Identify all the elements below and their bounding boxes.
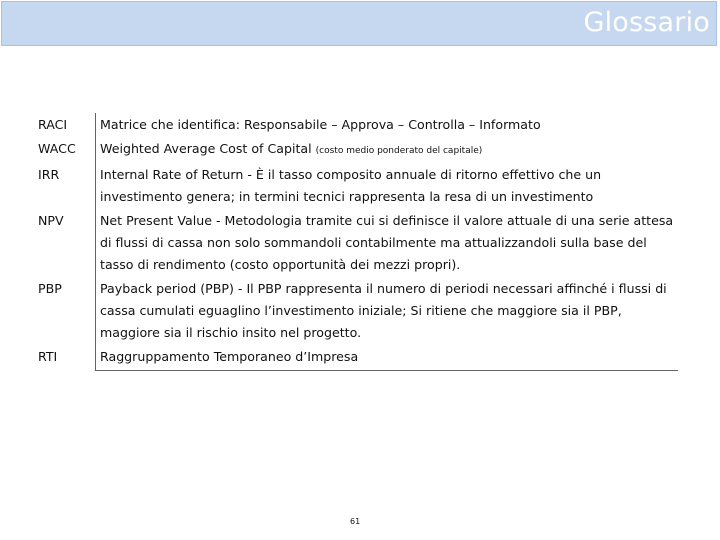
glossary-row-irr (32, 163, 678, 209)
glossary-row-wacc (32, 137, 678, 163)
page-title: Glossario (583, 7, 710, 38)
glossary-table (32, 113, 678, 371)
glossary-definition (96, 277, 679, 345)
glossary-row-rti (32, 345, 678, 371)
glossary-definition (96, 209, 679, 277)
glossary-definition-text: Payback period (PBP) - Il PBP rappresenta il numero di periodi necessari affinché i flussi di cassa cumulati eguaglino l’investimento iniziale; Si ritiene che maggiore sia il PBP, maggiore sia il rischio insito nel progetto. (100, 281, 667, 340)
glossary-term: WACC (38, 141, 76, 156)
glossary-row-pbp (32, 277, 678, 345)
glossary-definition (96, 345, 679, 371)
glossary-definition (96, 113, 679, 137)
glossary-term: PBP (38, 281, 62, 296)
glossary-term: RACI (38, 117, 68, 132)
glossary-row-npv (32, 209, 678, 277)
glossary-term: RTI (38, 349, 58, 364)
glossary-definition (96, 137, 679, 163)
glossary-row-raci (32, 113, 678, 137)
glossary-definition-text: Internal Rate of Return - È il tasso composito annuale di ritorno effettivo che un investimento genera; in termini tecnici rappresenta la resa di un investimento (100, 167, 602, 204)
glossary-definition-text: Weighted Average Cost of Capital (100, 141, 316, 156)
page-number: 61 (350, 517, 361, 526)
glossary-term: IRR (38, 167, 60, 182)
glossary-definition (96, 163, 679, 209)
glossary-definition-text: Matrice che identifica: Responsabile – Approva – Controlla – Informato (100, 117, 541, 132)
glossary-term: NPV (38, 213, 64, 228)
header-bar (1, 1, 717, 46)
glossary-definition-text: Raggruppamento Temporaneo d’Impresa (100, 349, 359, 364)
glossary-definition-note: (costo medio ponderato del capitale) (315, 146, 483, 156)
glossary-definition-text: Net Present Value - Metodologia tramite cui si definisce il valore attuale di una serie attesa di flussi di cassa non solo sommandoli contabilmente ma attualizzandoli sulla base del tasso di rendimento (costo opportunità dei mezzi propri). (100, 213, 674, 272)
